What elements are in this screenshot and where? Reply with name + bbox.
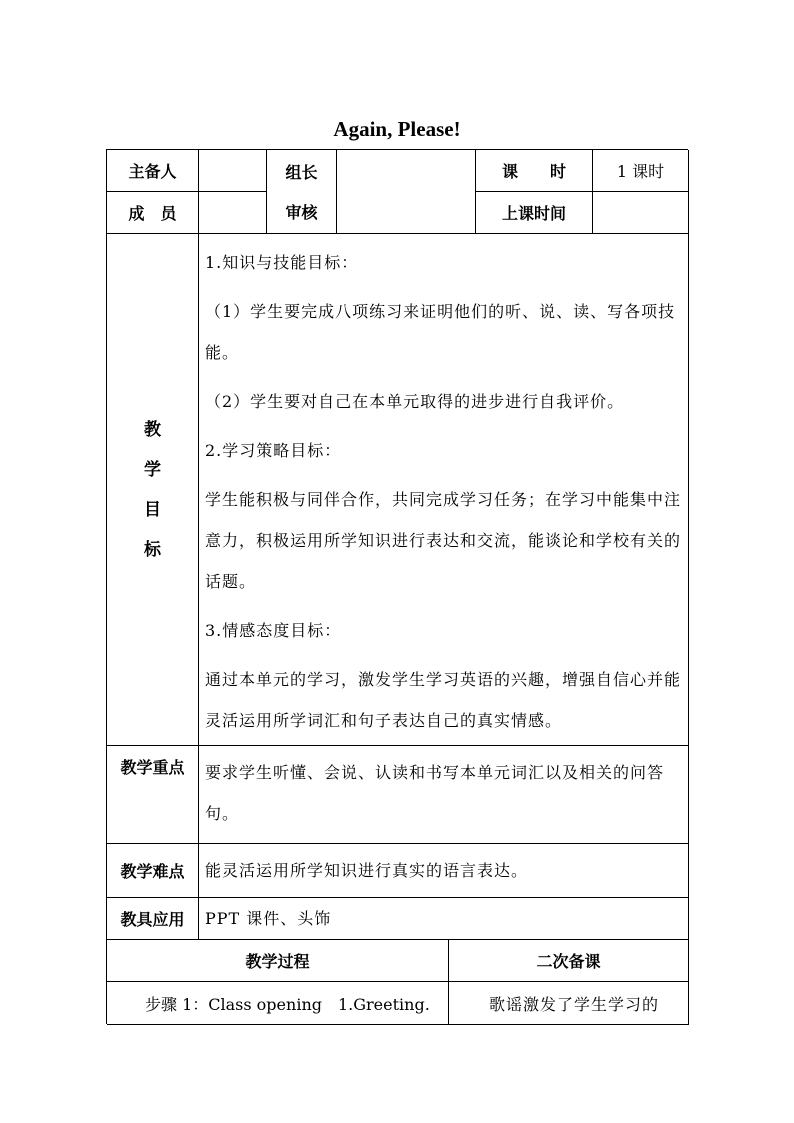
difficulties-content	[199, 844, 689, 898]
teaching-aids-label: 教具应用	[107, 898, 199, 940]
lead-preparer-value[interactable]	[199, 150, 267, 192]
key-points-content	[199, 746, 689, 844]
teaching-aids-content	[199, 898, 689, 940]
objective-line: （2）学生要对自己在本单元取得的进步进行自我评价。	[205, 392, 625, 411]
team-leader-review-value[interactable]	[337, 150, 476, 234]
second-prep-header: 二次备课	[449, 940, 689, 982]
members-label: 成 员	[107, 192, 199, 234]
objective-label-char: 学	[144, 459, 161, 480]
key-points-label: 教学重点	[120, 758, 185, 777]
objective-line: 1.知识与技能目标：	[205, 253, 359, 272]
teaching-objectives-content	[199, 234, 689, 746]
objective-line: 3.情感态度目标：	[205, 621, 342, 640]
difficulties-label: 教学难点	[107, 844, 199, 898]
process-step-cell	[107, 982, 449, 1025]
objective-line: 2.学习策略目标：	[205, 441, 342, 460]
members-value[interactable]	[199, 192, 267, 234]
objective-label-char: 教	[144, 419, 161, 440]
teaching-process-header: 教学过程	[107, 940, 449, 982]
objective-label-char: 标	[144, 539, 161, 560]
key-points-label-cell	[107, 746, 199, 844]
objective-label-char: 目	[144, 499, 161, 520]
teaching-objectives-label	[107, 234, 199, 746]
team-leader-label-line2: 审核	[285, 202, 318, 222]
second-prep-cell	[449, 982, 689, 1025]
objective-line: （1）学生要完成八项练习来证明他们的听、说、读、写各项技能。	[205, 302, 676, 362]
document-title: Again, Please!	[333, 117, 461, 141]
class-time-label: 上课时间	[476, 192, 593, 234]
period-label: 课 时	[476, 150, 593, 192]
period-value: 1 课时	[593, 150, 689, 192]
team-leader-review-label	[267, 150, 337, 234]
teaching-aids-text: PPT 课件、头饰	[205, 909, 332, 928]
process-step-text: 步骤 1：Class opening 1.Greeting.	[145, 994, 430, 1014]
objective-line: 通过本单元的学习，激发学生学习英语的兴趣，增强自信心并能灵活运用所学词汇和句子表达自己的真实情感。	[205, 670, 682, 730]
team-leader-label-line1: 组长	[285, 162, 318, 182]
objective-line: 学生能积极与同伴合作，共同完成学习任务；在学习中能集中注意力，积极运用所学知识进行表达和交流，能谈论和学校有关的话题。	[205, 490, 682, 591]
difficulties-text: 能灵活运用所学知识进行真实的语言表达。	[205, 861, 529, 880]
second-prep-text: 歌谣激发了学生学习的	[489, 994, 660, 1014]
lead-preparer-label: 主备人	[107, 150, 199, 192]
class-time-value[interactable]	[593, 192, 689, 234]
lesson-plan-table	[106, 149, 688, 1024]
key-points-text: 要求学生听懂、会说、认读和书写本单元词汇以及相关的问答句。	[205, 763, 665, 823]
